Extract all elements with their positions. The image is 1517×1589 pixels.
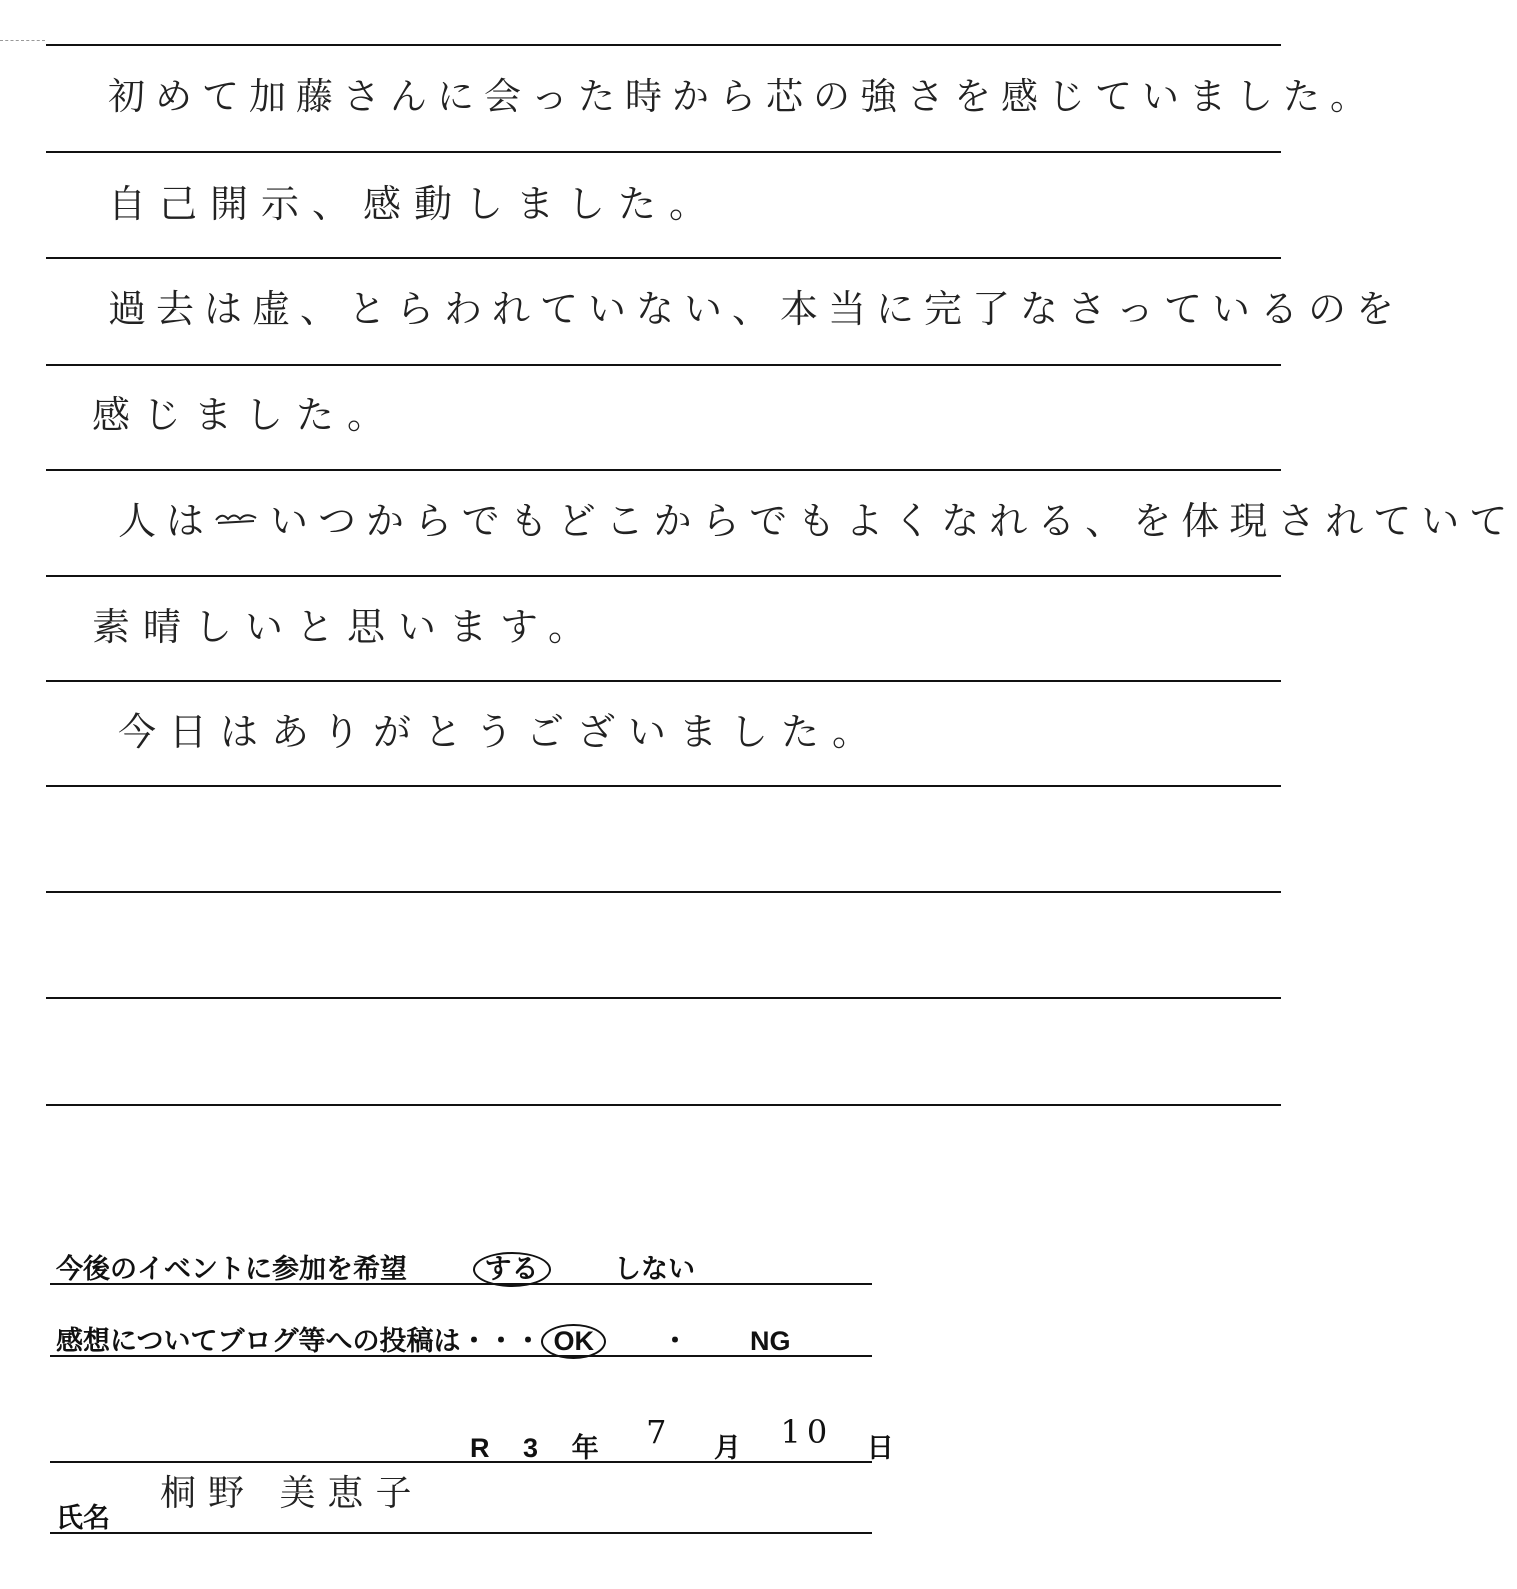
blog-permission-row <box>56 1324 791 1359</box>
date-day-unit: 日 <box>866 1433 900 1463</box>
event-option-yes[interactable]: する <box>473 1252 551 1287</box>
date-row <box>470 1413 900 1463</box>
date-era: R <box>470 1433 496 1463</box>
name-label: 氏名 <box>56 1503 110 1533</box>
ruled-line <box>46 785 1281 787</box>
blog-option-separator: ・ <box>661 1326 689 1356</box>
scribble-correction <box>214 510 258 524</box>
date-month: 7 <box>646 1413 673 1451</box>
scan-edge-mark <box>0 40 45 41</box>
comment-line-1: 初めて加藤さんに会った時から芯の強さを感じていました。 <box>108 75 1377 118</box>
date-year: 3 <box>523 1433 545 1463</box>
event-option-no[interactable]: しない <box>614 1254 696 1284</box>
comment-line-6: 素晴しいと思います。 <box>92 605 599 649</box>
date-day: 10 <box>780 1413 834 1451</box>
ruled-line <box>46 1104 1281 1106</box>
form-rule <box>50 1355 872 1357</box>
event-participation-row <box>56 1252 695 1287</box>
comment-line-2: 自己開示、感動しました。 <box>108 182 721 226</box>
form-rule <box>50 1283 872 1285</box>
blog-permission-label: 感想についてブログ等への投稿は・・・ <box>56 1326 542 1356</box>
form-rule <box>50 1532 872 1534</box>
form-rule <box>50 1461 872 1463</box>
ruled-line <box>46 257 1281 259</box>
comment-line-3: 過去は虚、とらわれていない、本当に完了なさっているのを <box>108 287 1405 331</box>
name-value: 桐野 美恵子 <box>160 1473 424 1514</box>
comment-line-5-text: いつからでもどこからでもよくなれる、を体現されていて <box>270 499 1517 543</box>
ruled-line <box>46 44 1281 46</box>
comment-line-5-prefix: 人は <box>118 499 215 543</box>
ruled-line <box>46 997 1281 999</box>
blog-option-ng[interactable]: NG <box>750 1326 791 1356</box>
ruled-line <box>46 469 1281 471</box>
ruled-line <box>46 364 1281 366</box>
ruled-line <box>46 151 1281 153</box>
comment-line-5 <box>118 499 1517 543</box>
date-month-unit: 月 <box>713 1433 747 1463</box>
event-participation-label: 今後のイベントに参加を希望 <box>56 1254 407 1284</box>
ruled-line <box>46 575 1281 577</box>
ruled-line <box>46 680 1281 682</box>
date-year-unit: 年 <box>571 1433 605 1463</box>
ruled-line <box>46 891 1281 893</box>
comment-line-4: 感じました。 <box>92 393 399 437</box>
comment-line-7: 今日はありがとうございました。 <box>118 710 884 754</box>
blog-option-ok[interactable]: OK <box>541 1324 606 1359</box>
